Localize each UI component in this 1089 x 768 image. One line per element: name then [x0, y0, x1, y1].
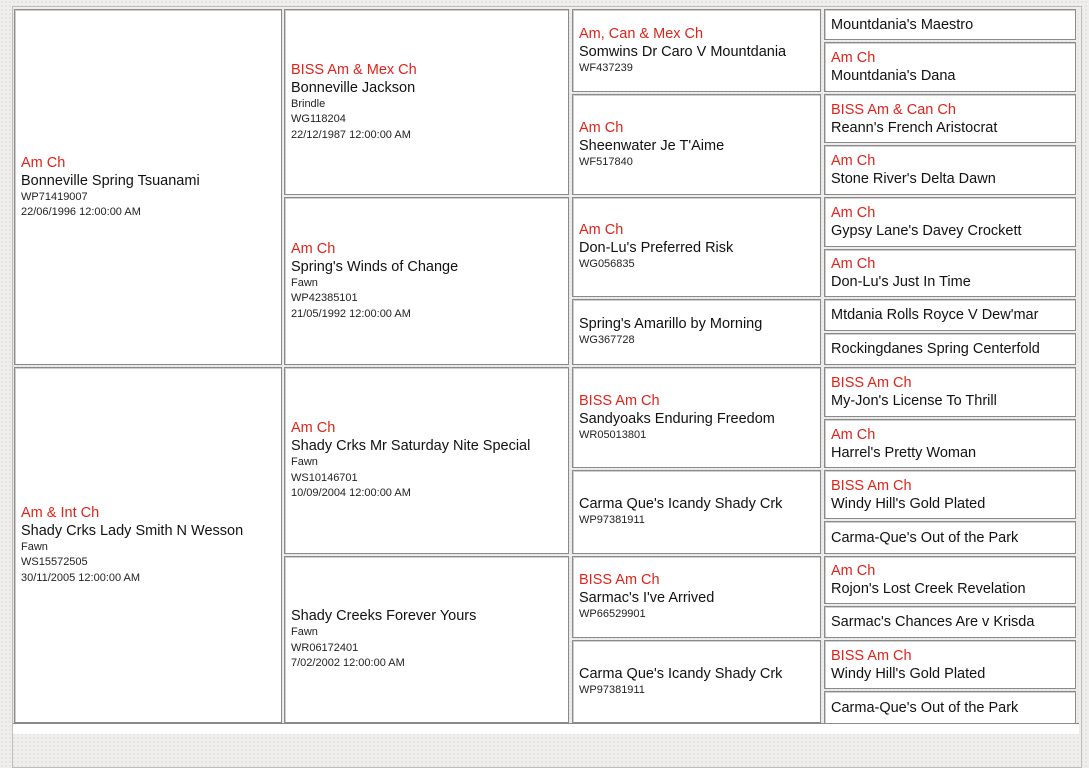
dog-name[interactable]: Shady Crks Lady Smith N Wesson — [21, 522, 244, 539]
dog-name[interactable]: Somwins Dr Caro V Mountdania — [579, 43, 787, 60]
coat-color: Fawn — [291, 276, 318, 289]
dog-name[interactable]: Mtdania Rolls Royce V Dew'mar — [831, 307, 1039, 323]
registration-number: WS10146701 — [291, 471, 358, 484]
dog-name[interactable]: My-Jon's License To Thrill — [831, 393, 997, 409]
dog-name[interactable]: Sandyoaks Enduring Freedom — [579, 410, 775, 427]
registration-number: WG367728 — [579, 334, 635, 347]
dog-name[interactable]: Carma Que's Icandy Shady Crk — [579, 665, 783, 682]
pedigree-cell-gen4-4[interactable] — [824, 145, 1076, 195]
dog-title: Am Ch — [831, 153, 876, 169]
dog-name[interactable]: Don-Lu's Just In Time — [831, 274, 971, 290]
registration-number: WG056835 — [579, 258, 635, 271]
pedigree-cell-gen1-2[interactable] — [14, 367, 282, 723]
dog-name[interactable]: Rockingdanes Spring Centerfold — [831, 341, 1040, 357]
pedigree-cell-gen3-5[interactable] — [572, 367, 821, 468]
dog-name[interactable]: Harrel's Pretty Woman — [831, 444, 977, 461]
dog-title: Am Ch — [831, 205, 876, 221]
pedigree-cell-gen4-7[interactable] — [824, 299, 1076, 331]
dog-title: Am Ch — [579, 222, 624, 239]
dog-name[interactable]: Mountdania's Maestro — [831, 16, 974, 33]
dog-title: Am Ch — [831, 426, 876, 443]
pedigree-cell-gen4-14[interactable] — [824, 606, 1076, 638]
registration-number: WP97381911 — [579, 514, 645, 527]
dog-name[interactable]: Shady Creeks Forever Yours — [291, 608, 477, 625]
registration-number: WS15572505 — [21, 556, 88, 569]
pedigree-cell-gen1-1[interactable] — [14, 9, 282, 365]
pedigree-cell-gen4-11[interactable] — [824, 470, 1076, 519]
pedigree-cell-gen3-8[interactable] — [572, 640, 821, 723]
pedigree-cell-gen3-4[interactable] — [572, 299, 821, 365]
pedigree-cell-gen4-10[interactable] — [824, 419, 1076, 468]
dog-title: Am & Int Ch — [21, 504, 100, 521]
registration-number: WG118204 — [291, 113, 346, 126]
pedigree-cell-gen4-13[interactable] — [824, 556, 1076, 604]
pedigree-cell-gen3-2[interactable] — [572, 94, 821, 195]
pedigree-cell-gen4-2[interactable] — [824, 42, 1076, 92]
coat-color: Fawn — [21, 540, 48, 553]
registration-number: WP66529901 — [579, 608, 646, 621]
dog-name[interactable]: Gypsy Lane's Davey Crockett — [831, 223, 1022, 239]
dog-title: BISS Am Ch — [579, 392, 660, 409]
pedigree-cell-gen3-3[interactable] — [572, 197, 821, 297]
dog-title: Am, Can & Mex Ch — [579, 25, 704, 42]
pedigree-cell-gen3-6[interactable] — [572, 470, 821, 554]
pedigree-cell-gen4-12[interactable] — [824, 521, 1076, 554]
pedigree-cell-gen2-1[interactable] — [284, 9, 569, 195]
dog-name[interactable]: Bonneville Jackson — [291, 79, 416, 96]
registration-number: WR05013801 — [579, 428, 647, 441]
table-bottom-edge — [13, 723, 1079, 734]
dog-title: Am Ch — [831, 256, 876, 272]
dog-name[interactable]: Shady Crks Mr Saturday Nite Special — [291, 438, 531, 455]
pedigree-cell-gen2-4[interactable] — [284, 556, 569, 723]
dog-title: Am Ch — [291, 240, 336, 257]
dog-name[interactable]: Sarmac's I've Arrived — [579, 590, 715, 607]
dog-name[interactable]: Rojon's Lost Creek Revelation — [831, 581, 1026, 597]
dog-name[interactable]: Reann's French Aristocrat — [831, 119, 998, 136]
pedigree-cell-gen4-6[interactable] — [824, 249, 1076, 297]
dog-name[interactable]: Spring's Amarillo by Morning — [579, 316, 763, 333]
dog-name[interactable]: Carma Que's Icandy Shady Crk — [579, 496, 783, 513]
pedigree-cell-gen3-7[interactable] — [572, 556, 821, 638]
registration-number: WP97381911 — [579, 683, 645, 696]
dog-name[interactable]: Mountdania's Dana — [831, 68, 956, 84]
birth-date: 7/02/2002 12:00:00 AM — [291, 657, 405, 670]
pedigree-cell-gen2-2[interactable] — [284, 197, 569, 365]
registration-number: WR06172401 — [291, 641, 359, 654]
dog-title: Am Ch — [831, 50, 876, 66]
pedigree-cell-gen2-3[interactable] — [284, 367, 569, 554]
dog-name[interactable]: Spring's Winds of Change — [291, 258, 459, 275]
dog-title: BISS Am & Can Ch — [831, 101, 956, 118]
pedigree-cell-gen4-3[interactable] — [824, 94, 1076, 143]
pedigree-cell-gen4-5[interactable] — [824, 197, 1076, 247]
registration-number: WP42385101 — [291, 292, 358, 305]
dog-name[interactable]: Sheenwater Je T'Aime — [579, 137, 725, 154]
dog-name[interactable]: Don-Lu's Preferred Risk — [579, 240, 734, 257]
registration-number: WF517840 — [579, 155, 633, 168]
pedigree-cell-gen4-1[interactable] — [824, 9, 1076, 40]
dog-title: BISS Am Ch — [831, 647, 912, 664]
dog-title: Am Ch — [21, 154, 66, 171]
coat-color: Fawn — [291, 456, 318, 469]
pedigree-cell-gen4-8[interactable] — [824, 333, 1076, 365]
dog-title: BISS Am Ch — [831, 477, 912, 494]
birth-date: 22/06/1996 12:00:00 AM — [21, 206, 141, 218]
pedigree-cell-gen4-15[interactable] — [824, 640, 1076, 689]
dog-title: Am Ch — [579, 119, 624, 136]
birth-date: 30/11/2005 12:00:00 AM — [21, 571, 141, 584]
dog-title: Am Ch — [291, 420, 336, 437]
pedigree-cell-gen4-9[interactable] — [824, 367, 1076, 417]
registration-number: WP71419007 — [21, 190, 88, 203]
registration-number: WF437239 — [579, 61, 633, 74]
coat-color: Fawn — [291, 626, 318, 639]
dog-name[interactable]: Windy Hill's Gold Plated — [831, 495, 986, 512]
dog-name[interactable]: Carma-Que's Out of the Park — [831, 529, 1019, 546]
dog-name[interactable]: Bonneville Spring Tsuanami — [21, 172, 200, 189]
pedigree-cell-gen3-1[interactable] — [572, 9, 821, 92]
dog-title: Am Ch — [831, 563, 876, 579]
dog-title: BISS Am Ch — [831, 375, 912, 391]
coat-color: Brindle — [291, 97, 326, 110]
dog-name[interactable]: Stone River's Delta Dawn — [831, 171, 996, 187]
dog-title: BISS Am Ch — [579, 572, 660, 589]
birth-date: 21/05/1992 12:00:00 AM — [291, 307, 411, 320]
dog-name[interactable]: Sarmac's Chances Are v Krisda — [831, 614, 1035, 630]
birth-date: 10/09/2004 12:00:00 AM — [291, 487, 411, 500]
dog-name[interactable]: Windy Hill's Gold Plated — [831, 665, 986, 682]
birth-date: 22/12/1987 12:00:00 AM — [291, 128, 411, 141]
dog-name[interactable]: Carma-Que's Out of the Park — [831, 699, 1019, 716]
dog-title: BISS Am & Mex Ch — [291, 61, 417, 78]
pedigree-cell-gen4-16[interactable] — [824, 691, 1076, 724]
